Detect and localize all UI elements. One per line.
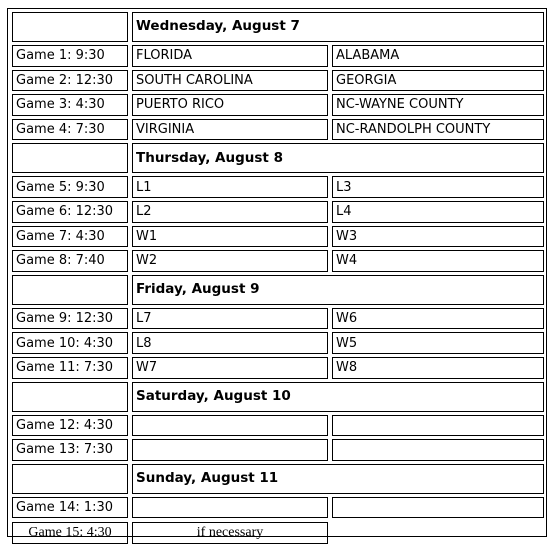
team1-cell: W1 xyxy=(132,226,328,248)
team1-cell: L2 xyxy=(132,201,328,223)
team2-cell: ALABAMA xyxy=(332,45,544,67)
game-time-cell: Game 4: 7:30 xyxy=(12,119,128,141)
team1-cell: W7 xyxy=(132,357,328,379)
day-header-spacer xyxy=(12,275,128,305)
team2-cell: L4 xyxy=(332,201,544,223)
day-header: Friday, August 9 xyxy=(132,275,544,305)
team2-cell: W6 xyxy=(332,308,544,330)
team1-cell: L1 xyxy=(132,176,328,198)
game-time-cell: Game 11: 7:30 xyxy=(12,357,128,379)
team1-cell: VIRGINIA xyxy=(132,119,328,141)
final-game-time-cell: Game 15: 4:30 xyxy=(12,522,128,544)
team2-cell xyxy=(332,415,544,437)
game-time-cell: Game 8: 7:40 xyxy=(12,250,128,272)
team2-cell: W5 xyxy=(332,332,544,354)
tournament-schedule-table xyxy=(7,8,547,541)
game-time-cell: Game 13: 7:30 xyxy=(12,439,128,461)
team2-cell: NC-WAYNE COUNTY xyxy=(332,94,544,116)
team2-cell: W8 xyxy=(332,357,544,379)
game-time-cell: Game 3: 4:30 xyxy=(12,94,128,116)
game-time-cell: Game 10: 4:30 xyxy=(12,332,128,354)
team1-cell xyxy=(132,439,328,461)
day-header-spacer xyxy=(12,382,128,412)
day-header: Wednesday, August 7 xyxy=(132,12,544,42)
day-header-spacer xyxy=(12,12,128,42)
game-time-cell: Game 2: 12:30 xyxy=(12,70,128,92)
team2-cell xyxy=(332,439,544,461)
game-time-cell: Game 1: 9:30 xyxy=(12,45,128,67)
day-header-spacer xyxy=(12,464,128,494)
team2-cell: NC-RANDOLPH COUNTY xyxy=(332,119,544,141)
team1-cell xyxy=(132,415,328,437)
team1-cell: L8 xyxy=(132,332,328,354)
game-time-cell: Game 9: 12:30 xyxy=(12,308,128,330)
game-time-cell: Game 6: 12:30 xyxy=(12,201,128,223)
team1-cell: PUERTO RICO xyxy=(132,94,328,116)
team1-cell xyxy=(132,497,328,519)
game-time-cell: Game 5: 9:30 xyxy=(12,176,128,198)
team2-cell xyxy=(332,497,544,519)
game-time-cell: Game 14: 1:30 xyxy=(12,497,128,519)
final-note-cell: if necessary xyxy=(132,522,328,544)
game-time-cell: Game 7: 4:30 xyxy=(12,226,128,248)
day-header-spacer xyxy=(12,143,128,173)
team1-cell: FLORIDA xyxy=(132,45,328,67)
day-header: Thursday, August 8 xyxy=(132,143,544,173)
team1-cell: L7 xyxy=(132,308,328,330)
day-header: Saturday, August 10 xyxy=(132,382,544,412)
day-header: Sunday, August 11 xyxy=(132,464,544,494)
game-time-cell: Game 12: 4:30 xyxy=(12,415,128,437)
team2-cell: W3 xyxy=(332,226,544,248)
team2-cell: W4 xyxy=(332,250,544,272)
team2-cell: GEORGIA xyxy=(332,70,544,92)
team2-cell: L3 xyxy=(332,176,544,198)
team1-cell: W2 xyxy=(132,250,328,272)
team1-cell: SOUTH CAROLINA xyxy=(132,70,328,92)
